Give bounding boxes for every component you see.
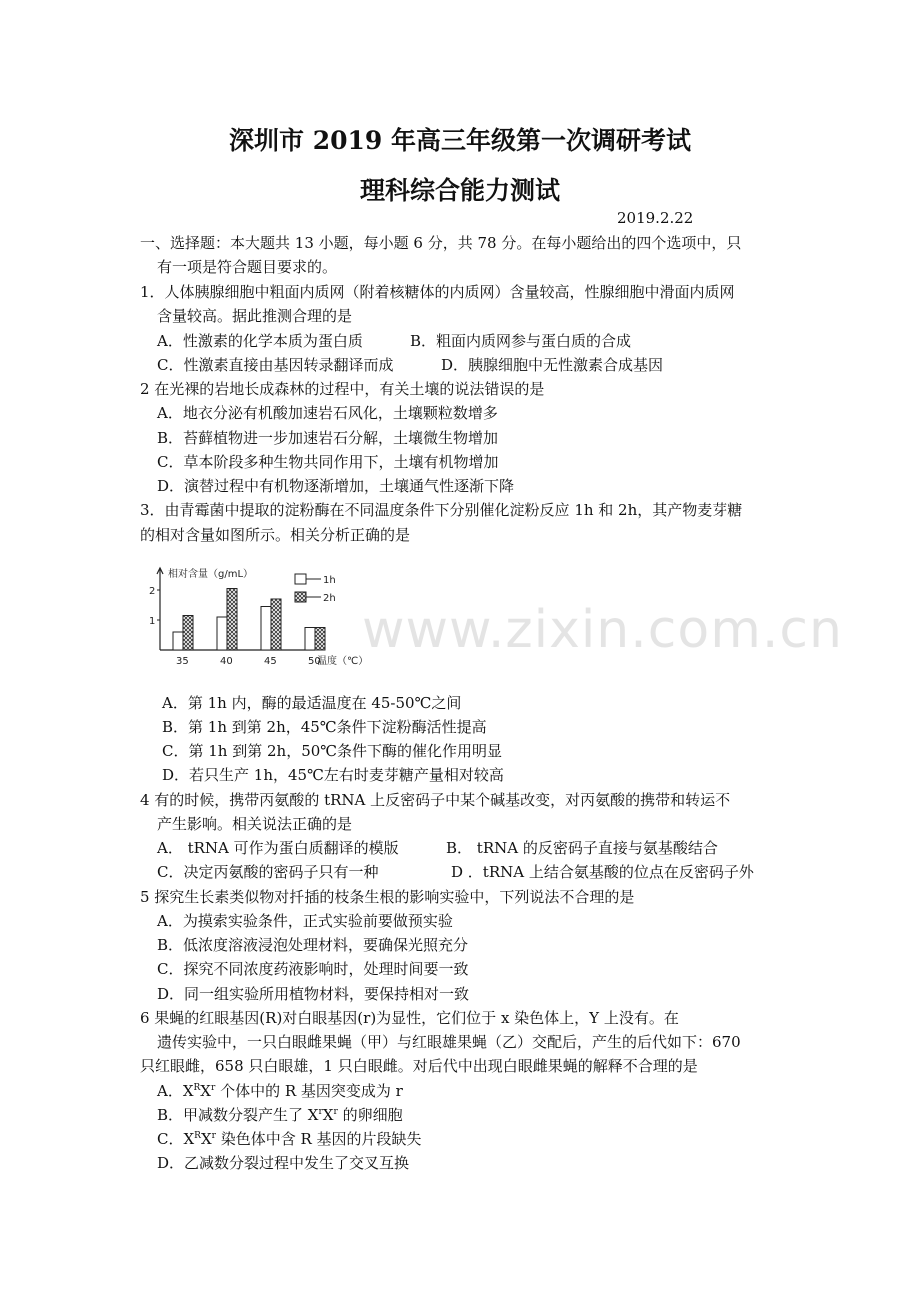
legend-label-1h: 1h (323, 575, 336, 586)
y-axis-label: 相对含量（g/mL） (168, 569, 254, 580)
q3-stem-2: 的相对含量如图所示。相关分析正确的是 (140, 526, 411, 544)
q6-stem-1: 6 果蝇的红眼基因(R)对白眼基因(r)为显性，它们位于 x 染色体上，Y 上没有。在 (140, 1009, 679, 1027)
bar-1h-45 (261, 607, 271, 651)
instructions-line-1: 一、选择题：本大题共 13 小题，每小题 6 分，共 78 分。在每小题给出的四个选项中，只 (140, 234, 742, 252)
x-tick-label: 35 (176, 656, 189, 667)
q4-option-a: A． tRNA 可作为蛋白质翻译的模版 (157, 839, 399, 857)
q5-option-b: B．低浓度溶液浸泡处理材料，要确保光照充分 (157, 936, 469, 954)
q2-option-c: C．草本阶段多种生物共同作用下，土壤有机物增加 (157, 453, 499, 471)
q6-option-c: C．$X^RX^r$ 染色体中含 R 基因的片段缺失 (157, 1130, 422, 1148)
exam-date: 2019.2.22 (617, 209, 694, 227)
q6-stem-3: 只红眼雌，658 只白眼雄，1 只白眼雌。对后代中出现白眼雌果蝇的解释不合理的是 (140, 1057, 698, 1075)
x-tick-label: 45 (264, 656, 277, 667)
q5-stem: 5 探究生长素类似物对扦插的枝条生根的影响实验中，下列说法不合理的是 (140, 888, 635, 906)
bar-2h-45 (271, 599, 281, 650)
q3-option-b: B．第 1h 到第 2h，45℃条件下淀粉酶活性提高 (162, 718, 487, 736)
x-tick-label: 50 (308, 656, 321, 667)
q4-option-b: B． tRNA 的反密码子直接与氨基酸结合 (446, 839, 718, 857)
exam-title: 深圳市 2019 年高三年级第一次调研考试 (229, 126, 691, 155)
watermark: www.zixin.com.cn (362, 600, 843, 660)
q3-stem-1: 3．由青霉菌中提取的淀粉酶在不同温度条件下分别催化淀粉反应 1h 和 2h，其产物麦芽糖 (140, 501, 743, 519)
q2-option-d: D．演替过程中有机物逐渐增加，土壤通气性逐渐下降 (157, 477, 515, 495)
q3-option-c: C．第 1h 到第 2h，50℃条件下酶的催化作用明显 (162, 742, 503, 760)
bar-1h-35 (173, 632, 183, 650)
q1-option-a: A．性激素的化学本质为蛋白质 (157, 332, 363, 350)
q1-option-b: B．粗面内质网参与蛋白质的合成 (410, 332, 632, 350)
q2-option-a: A．地衣分泌有机酸加速岩石风化，土壤颗粒数增多 (157, 404, 498, 422)
q1-stem-2: 含量较高。据此推测合理的是 (157, 307, 353, 325)
q4-stem-1: 4 有的时候，携带丙氨酸的 tRNA 上反密码子中某个碱基改变，对丙氨酸的携带和转运不 (140, 791, 731, 809)
instructions-line-2: 有一项是符合题目要求的。 (157, 258, 338, 276)
legend-swatch-2h (295, 592, 306, 602)
x-tick-label: 40 (220, 656, 233, 667)
q5-option-a: A．为摸索实验条件，正式实验前要做预实验 (157, 912, 453, 930)
y-tick-label: 1 (149, 616, 156, 627)
q6-option-b: B．甲减数分裂产生了 $X^rX^r$ 的卵细胞 (157, 1106, 403, 1124)
q3-option-a: A．第 1h 内，酶的最适温度在 45-50℃之间 (162, 694, 462, 712)
q6-option-d: D．乙减数分裂过程中发生了交叉互换 (157, 1154, 410, 1172)
bar-2h-40 (227, 589, 237, 651)
q1-stem-1: 1．人体胰腺细胞中粗面内质网（附着核糖体的内质网）含量较高，性腺细胞中滑面内质网 (140, 283, 735, 301)
x-axis-label: 温度（℃） (317, 656, 369, 667)
y-tick-label: 2 (149, 586, 156, 597)
q1-option-d: D．胰腺细胞中无性激素合成基因 (441, 356, 664, 374)
legend-label-2h: 2h (323, 593, 336, 604)
maltose-bar-chart (140, 560, 390, 678)
q4-stem-2: 产生影响。相关说法正确的是 (157, 815, 353, 833)
bar-1h-50 (305, 628, 315, 651)
bar-2h-50 (315, 628, 325, 651)
bar-1h-40 (217, 617, 227, 650)
q5-option-d: D．同一组实验所用植物材料，要保持相对一致 (157, 985, 470, 1003)
legend-swatch-1h (295, 574, 306, 584)
q5-option-c: C．探究不同浓度药液影响时，处理时间要一致 (157, 960, 469, 978)
q1-option-c: C．性激素直接由基因转录翻译而成 (157, 356, 394, 374)
q6-stem-2: 遗传实验中，一只白眼雌果蝇（甲）与红眼雄果蝇（乙）交配后，产生的后代如下：670 (157, 1033, 741, 1051)
q6-option-a: A．$X^RX^r$ 个体中的 R 基因突变成为 r (157, 1082, 403, 1100)
bar-2h-35 (183, 616, 193, 651)
q2-option-b: B．苔藓植物进一步加速岩石分解，土壤微生物增加 (157, 429, 499, 447)
q4-option-c: C．决定丙氨酸的密码子只有一种 (157, 863, 379, 881)
q4-option-d: D ．tRNA 上结合氨基酸的位点在反密码子外 (451, 863, 754, 881)
exam-subtitle: 理科综合能力测试 (359, 176, 560, 205)
q2-stem: 2 在光裸的岩地长成森林的过程中，有关土壤的说法错误的是 (140, 380, 545, 398)
q3-option-d: D．若只生产 1h，45℃左右时麦芽糖产量相对较高 (162, 766, 504, 784)
